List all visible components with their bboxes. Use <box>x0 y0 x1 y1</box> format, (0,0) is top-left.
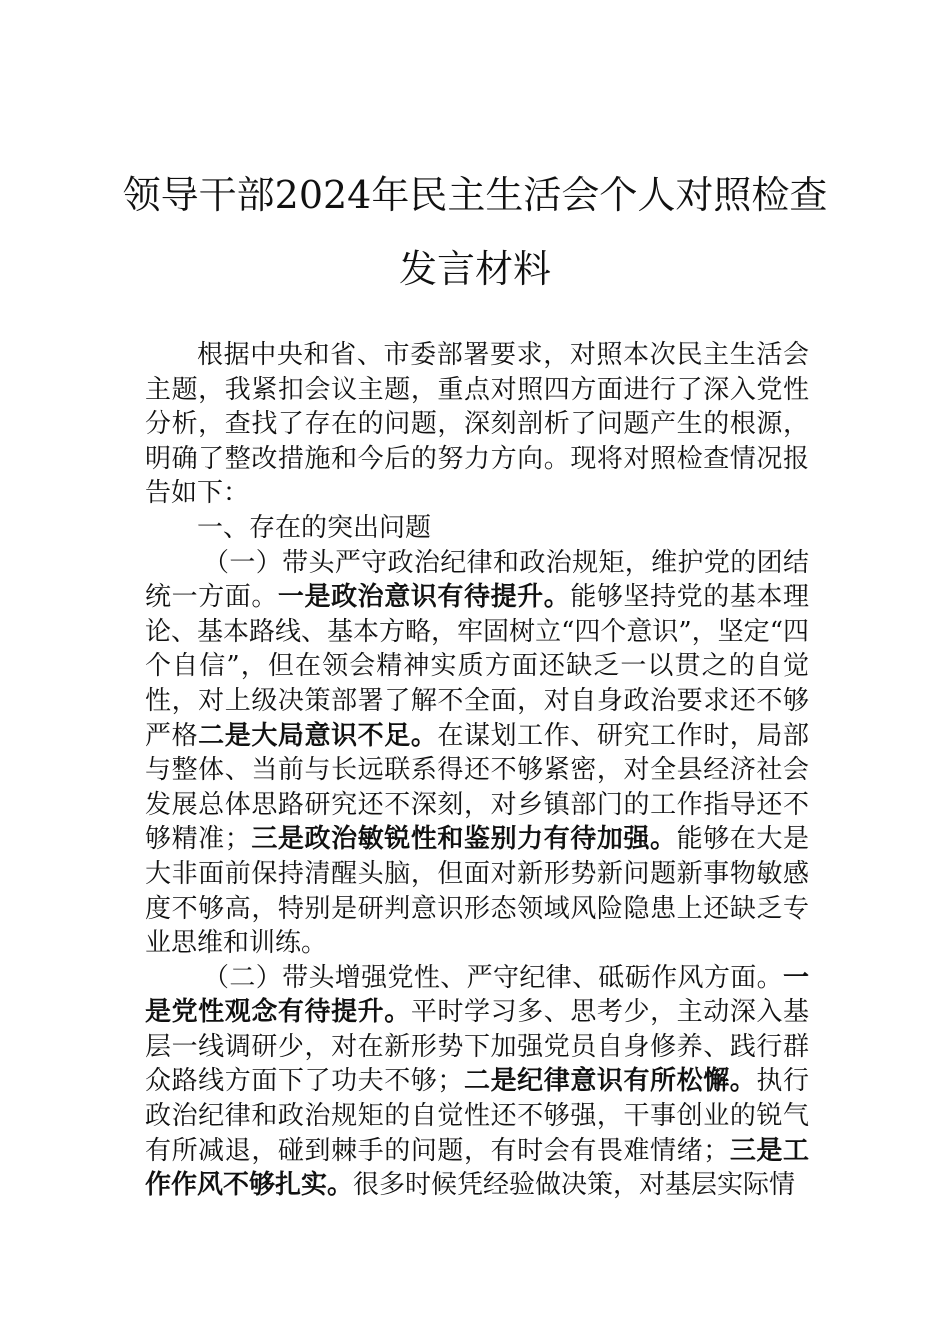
subsection-2-lead: （二）带头增强党性、严守纪律、砥砺作风方面。 <box>203 962 783 993</box>
subsection-2-point-3: 三是工作作风不够扎实。 <box>145 1135 809 1201</box>
document-body <box>145 338 809 1203</box>
subsection-1-point-2: 二是大局意识不足。 <box>198 720 438 751</box>
intro-paragraph: 根据中央和省、市委部署要求，对照本次民主生活会主题，我紧扣会议主题，重点对照四方面进行了深入党性分析，查找了存在的问题，深刻剖析了问题产生的根源，明确了整改措施和今后的努力方向。现将对照检查情况报告如下： <box>145 340 809 509</box>
subsection-1-text-1: 能够坚持党的基本理论、基本路线、基本方略，牢固树立“四个意识”，坚定“四个自信”，但在领会精神实质方面还缺乏一以贯之的自觉性，对上级决策部署了解不全面，对自身政治要求还不够严格 <box>145 582 809 751</box>
subsection-1-text-3: 能够在大是大非面前保持清醒头脑，但面对新形势新问题新事物敏感度不够高，特别是研判意识形态领域风险隐患上还缺乏专业思维和训练。 <box>145 824 809 959</box>
document-title-line-1: 领导干部2024年民主生活会个人对照检查 <box>122 173 828 217</box>
document-title-line-2: 发言材料 <box>398 247 551 291</box>
section-heading: 一、存在的突出问题 <box>197 512 432 543</box>
subsection-1-point-1: 一是政治意识有待提升。 <box>277 582 571 613</box>
subsection-1-point-3: 三是政治敏锐性和鉴别力有待加强。 <box>250 824 677 855</box>
subsection-1-lead: （一）带头严守政治纪律和政治规矩，维护党的团结统一方面。 <box>145 547 809 613</box>
subsection-1-text-2: 在谋划工作、研究工作时，局部与整体、当前与长远联系得还不够紧密，对全县经济社会发展总体思路研究还不深刻，对乡镇部门的工作指导还不够精准； <box>145 720 809 855</box>
subsection-2-point-1: 一是党性观念有待提升。 <box>145 962 809 1028</box>
subsection-1-paragraph <box>145 546 809 961</box>
subsection-2-paragraph <box>145 961 809 1203</box>
subsection-2-text-3: 很多时候凭经验做决策，对基层实际情 <box>353 1170 796 1201</box>
subsection-2-point-2: 二是纪律意识有所松懈。 <box>463 1066 757 1097</box>
subsection-2-text-1: 平时学习多、思考少，主动深入基层一线调研少，对在新形势下加强党员自身修养、践行群众路线方面下了功夫不够； <box>145 997 809 1097</box>
subsection-2-text-2: 执行政治纪律和政治规矩的自觉性还不够强，干事创业的锐气有所减退，碰到棘手的问题，有时会有畏难情绪； <box>145 1066 809 1166</box>
